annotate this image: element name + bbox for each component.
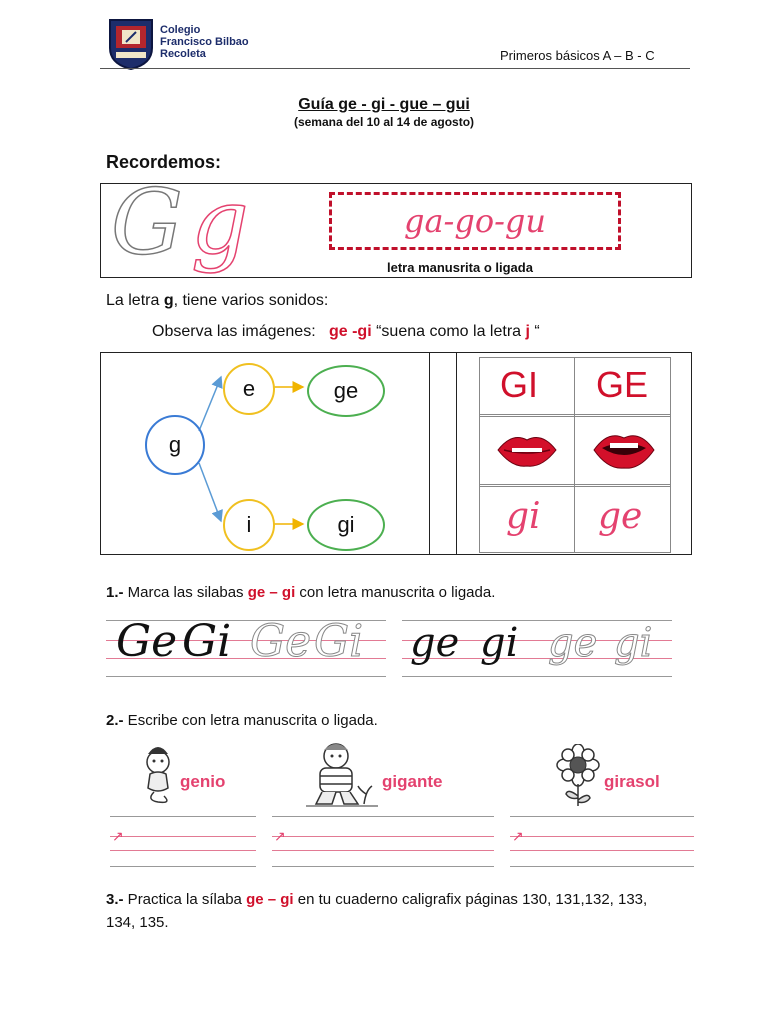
recordemos-heading: Recordemos: [106, 152, 222, 172]
start-mark: ↗ [512, 828, 524, 844]
upper-g-tracing: G [111, 170, 183, 275]
lips-icon [496, 430, 558, 470]
ex3-text-prefix: Practica la sílaba [123, 891, 247, 908]
genie-icon [136, 742, 180, 808]
diagram-divider [429, 353, 430, 554]
ex1-text-prefix: Marca las silabas [123, 584, 248, 601]
ex1-lower-lines [402, 614, 672, 684]
intro-letter-j: j [525, 323, 530, 340]
intro-line1-suffix: , tiene varios sonidos: [173, 292, 329, 309]
school-name-line1: Colegio [160, 24, 201, 36]
vowel-circle-i: i [223, 499, 275, 551]
school-name-line2: Francisco Bilbao [160, 36, 249, 48]
intro-letter-g: g [163, 292, 174, 309]
ex1-upper-ge-trace: Ge [250, 616, 312, 667]
intro-line1-prefix: La letra [106, 292, 164, 309]
syllables-box [329, 192, 621, 250]
page-subtitle: (semana del 10 al 14 de agosto) [293, 115, 475, 129]
ex1-lower-gi-trace: gi [614, 620, 653, 666]
giant-icon [306, 740, 378, 810]
root-circle-g: g [145, 415, 205, 475]
open-mouth-icon [592, 428, 656, 472]
intro-line2-prefix: Observa las imágenes: [152, 323, 329, 340]
syllables-text: ga-go-gu [403, 202, 547, 240]
ex1-text-suffix: con letra manuscrita o ligada. [295, 584, 496, 601]
ex1-lower-ge-trace: ge [548, 620, 598, 666]
start-mark: ↗ [274, 828, 286, 844]
ex1-upper-ge: Ge [116, 616, 178, 667]
ex3-text-suffix: en tu cuaderno caligrafix páginas 130, 131,132, 133, [293, 891, 648, 908]
ex1-upper-gi: Gi [182, 616, 232, 667]
word-girasol: girasol [604, 772, 660, 791]
ex3-highlight: ge – gi [246, 891, 294, 908]
ex2-lines-2 [272, 812, 494, 868]
word-gigante: gigante [382, 772, 443, 791]
intro-line2-middle: “suena como la letra [371, 323, 526, 340]
letter-grid [479, 357, 671, 553]
grade-label: Primeros básicos A – B - C [500, 48, 655, 63]
ex1-upper-gi-trace: Gi [314, 616, 364, 667]
ex2-text: Escribe con letra manuscrita o ligada. [123, 712, 378, 729]
start-mark: ↗ [112, 828, 124, 844]
vowel-circle-e: e [223, 363, 275, 415]
intro-line2-end: “ [529, 323, 540, 340]
ex2-number: 2.- [106, 712, 124, 729]
school-name-line3: Recoleta [160, 48, 206, 60]
recordemos-box [100, 170, 692, 278]
ex3-number: 3.- [106, 891, 124, 908]
school-logo [108, 18, 154, 70]
header-rule [100, 68, 690, 69]
ex1-upper-lines [106, 614, 386, 684]
ex1-lower-gi: gi [480, 620, 519, 666]
ex1-lower-ge: ge [410, 620, 460, 666]
ex3-line2: 134, 135. [106, 914, 169, 931]
grid-cap-ge-text: GE [596, 364, 649, 405]
recordemos-caption: letra manusrita o ligada [387, 260, 533, 275]
grid-low-gi: gi [506, 496, 541, 537]
ex1-number: 1.- [106, 584, 124, 601]
grid-cap-ge [596, 364, 648, 406]
diagram-box [100, 352, 692, 555]
diagram-divider-2 [456, 353, 457, 554]
ex2-lines-3 [510, 812, 694, 868]
result-circle-gi: gi [307, 499, 385, 551]
sunflower-icon [556, 744, 600, 808]
intro-highlight: ge -gi [328, 323, 372, 340]
word-genio: genio [180, 772, 226, 791]
ex1-highlight: ge – gi [247, 584, 296, 601]
grid-cap-gi [500, 364, 538, 406]
grid-low-ge: ge [598, 496, 643, 537]
page-title: Guía ge - gi - gue – gui [298, 96, 470, 113]
result-circle-ge: ge [307, 365, 385, 417]
grid-cap-gi-text: GI [500, 364, 539, 405]
lower-g-tracing: g [191, 170, 249, 275]
ex2-lines-1 [110, 812, 256, 868]
